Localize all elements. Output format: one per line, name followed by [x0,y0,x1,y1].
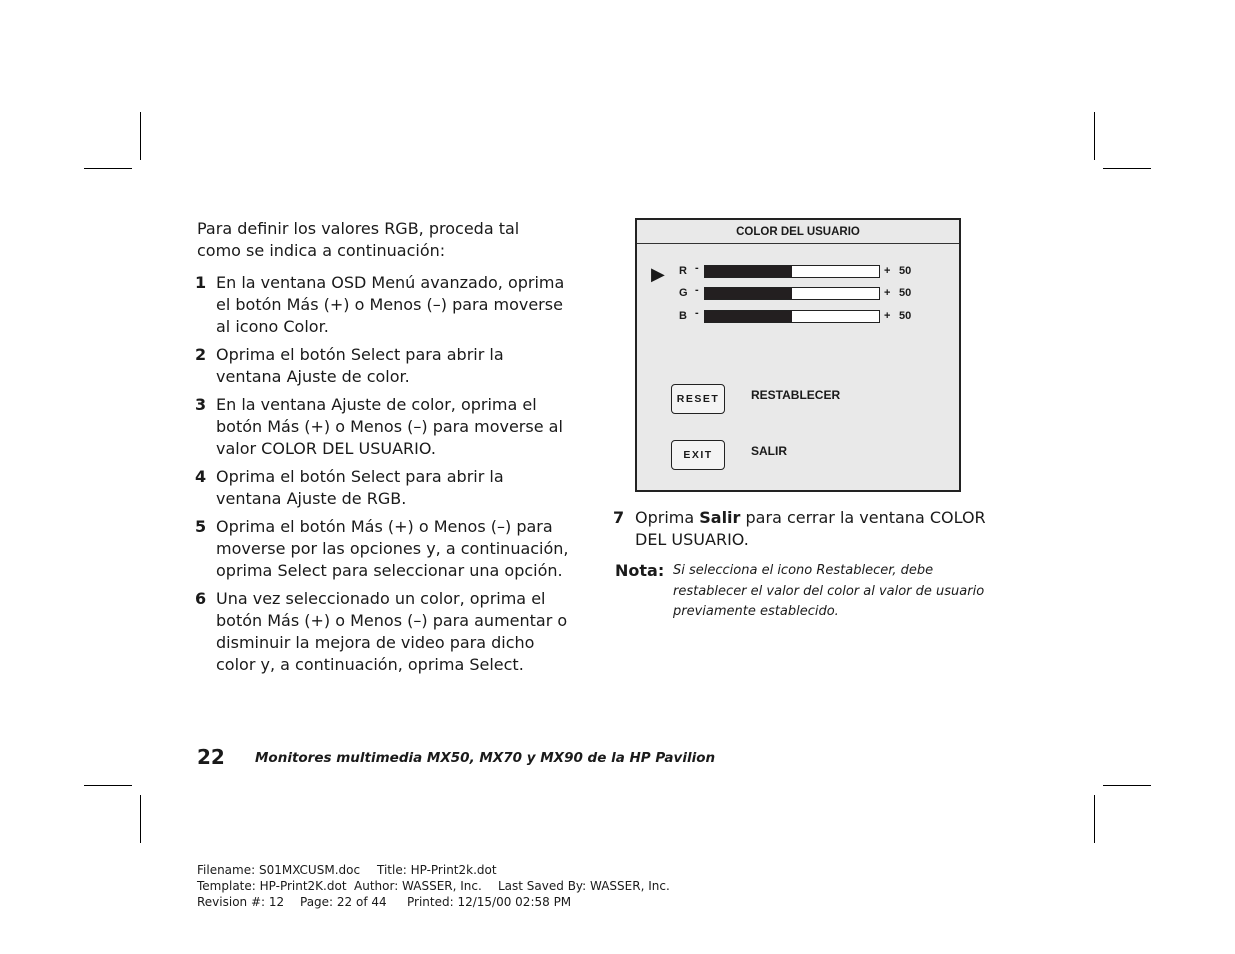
crop-mark [84,168,132,169]
crop-mark [1094,112,1095,160]
list-item [195,344,570,388]
green-level-bar[interactable] [704,287,880,300]
rgb-row-blue[interactable] [679,309,949,325]
step-number: 5 [195,517,207,536]
list-item [195,272,570,338]
minus-icon: - [695,307,699,319]
channel-letter: R [679,265,687,277]
step-number: 6 [195,589,207,608]
minus-icon: - [695,284,699,296]
reset-label: RESTABLECER [751,388,841,402]
step-number: 2 [195,345,207,364]
step-text: En la ventana OSD Menú avanzado, oprima el botón Más (+) o Menos (–) para moverse al icono Color. [216,273,565,336]
plus-icon: + [884,310,891,322]
meta-saved: Last Saved By: WASSER, Inc. [498,879,670,893]
exit-label: SALIR [751,444,787,458]
list-item [195,466,570,510]
crop-mark [1094,795,1095,843]
channel-value: 50 [899,310,912,322]
crop-mark [84,785,132,786]
steps-list [195,272,570,682]
osd-title: COLOR DEL USUARIO [637,220,959,244]
channel-value: 50 [899,287,912,299]
meta-author: Author: WASSER, Inc. [354,879,482,893]
step-text: Una vez seleccionado un color, oprima el botón Más (+) o Menos (–) para aumentar o disminuir la mejora de video para dicho color y, a continuación, oprima Select. [216,589,568,674]
step-text: En la ventana Ajuste de color, oprima el botón Más (+) o Menos (–) para moverse al valor COLOR DEL USUARIO. [216,395,563,458]
osd-user-color-window [635,218,961,492]
running-footer-title: Monitores multimedia MX50, MX70 y MX90 de la HP Pavilion [255,750,716,766]
step-text: Oprima el botón Más (+) o Menos (–) para moverse por las opciones y, a continuación, oprima Select para seleccionar una opción. [216,517,569,580]
list-item [195,394,570,460]
triangle-right-icon: ▶ [651,264,665,284]
list-item [195,588,570,676]
page-number: 22 [197,745,225,769]
meta-title: Title: HP-Print2k.dot [377,863,497,877]
meta-page: Page: 22 of 44 [300,895,387,909]
channel-letter: G [679,287,688,299]
crop-mark [140,112,141,160]
step-number: 3 [195,395,207,414]
step-text: Oprima el botón Select para abrir la ventana Ajuste de color. [216,345,504,386]
note [615,560,985,623]
step-number: 1 [195,273,207,292]
rgb-row-red[interactable] [679,264,949,280]
crop-mark [140,795,141,843]
plus-icon: + [884,265,891,277]
plus-icon: + [884,287,891,299]
note-label: Nota: [615,561,665,580]
minus-icon: - [695,262,699,274]
red-level-bar[interactable] [704,265,880,278]
crop-mark [1103,168,1151,169]
step-number: 7 [613,508,625,527]
blue-level-fill [705,311,792,322]
document-metadata [197,862,797,912]
note-text: Si selecciona el icono Restablecer, debe restablecer el valor del color al valor de usuario previamente establecido. [673,563,985,619]
meta-template: Template: HP-Print2K.dot [197,879,347,893]
green-level-fill [705,288,792,299]
channel-letter: B [679,310,687,322]
exit-button[interactable]: EXIT [671,440,725,470]
meta-printed: Printed: 12/15/00 02:58 PM [407,895,572,909]
step-text [635,507,993,551]
reset-button[interactable]: RESET [671,384,725,414]
step-text: Oprima el botón Select para abrir la ventana Ajuste de RGB. [216,467,504,508]
list-item [195,516,570,582]
step-number: 4 [195,467,207,486]
step-text-before: Oprima [635,508,700,527]
intro-paragraph: Para definir los valores RGB, proceda tal como se indica a continuación: [197,219,520,260]
meta-filename: Filename: S01MXCUSM.doc [197,863,361,877]
red-level-fill [705,266,792,277]
channel-value: 50 [899,265,912,277]
crop-mark [1103,785,1151,786]
meta-revision: Revision #: 12 [197,895,285,909]
blue-level-bar[interactable] [704,310,880,323]
rgb-row-green[interactable] [679,286,949,302]
list-item [613,507,993,551]
step-text-after: para cerrar la ventana COLOR DEL USUARIO. [635,508,986,549]
step-text-bold: Salir [699,508,741,527]
